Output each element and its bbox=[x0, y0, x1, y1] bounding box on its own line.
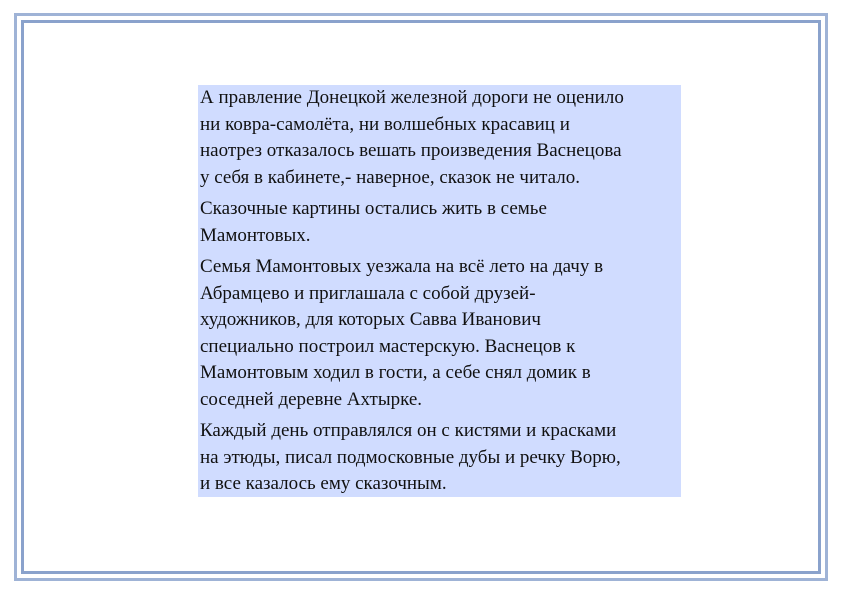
text-line: Каждый день отправлялся он с кистями и красками bbox=[200, 420, 617, 441]
paragraph-1 bbox=[200, 85, 679, 191]
text-line: наотрез отказалось вешать произведения Васнецова bbox=[200, 140, 622, 161]
paragraph-4 bbox=[200, 418, 679, 497]
text-line: ни ковра-самолёта, ни волшебных красавиц и bbox=[200, 113, 570, 135]
text-line: соседней деревне Ахтырке. bbox=[200, 388, 423, 410]
text-line: Абрамцево и приглашала с собой друзей- bbox=[200, 282, 536, 304]
text-line: Мамонтовых. bbox=[200, 224, 311, 246]
text-line: на этюды, писал подмосковные дубы и речку Ворю, bbox=[200, 446, 621, 468]
text-line: Семья Мамонтовых уезжала на всё лето на дачу в bbox=[200, 256, 604, 277]
text-line: Сказочные картины остались жить в семье bbox=[200, 198, 547, 219]
paragraph-2 bbox=[200, 196, 679, 249]
text-line: А правление Донецкой железной дороги не оценило bbox=[200, 87, 624, 108]
text-line: специально построил мастерскую. Васнецов к bbox=[200, 335, 576, 357]
text-line: Мамонтовым ходил в гости, а себе снял домик в bbox=[200, 362, 591, 383]
text-line: у себя в кабинете,- наверное, сказок не читало. bbox=[200, 166, 580, 188]
paragraph-3 bbox=[200, 254, 679, 413]
text-box bbox=[198, 85, 681, 497]
text-line: и все казалось ему сказочным. bbox=[200, 473, 447, 494]
text-line: художников, для которых Савва Иванович bbox=[200, 309, 541, 330]
